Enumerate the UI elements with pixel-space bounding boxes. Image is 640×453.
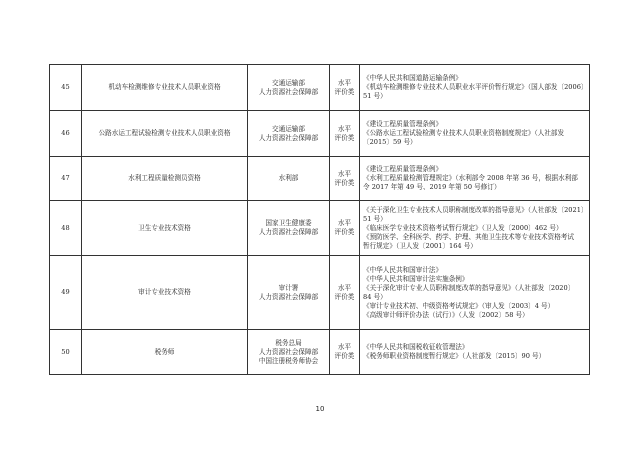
qualification-name: 公路水运工程试验检测专业技术人员职业资格 <box>82 111 248 157</box>
qualification-type-line: 水平 <box>337 343 352 351</box>
legal-basis-line: 《关于深化审计专业人员职称制度改革的指导意见》（人社部发〔2020〕 <box>363 283 575 292</box>
table-body <box>50 65 590 375</box>
legal-basis-line: 《中华人民共和国审计法实施条例》 <box>363 274 469 283</box>
qualification-type-line: 水平 <box>337 124 352 133</box>
qualification-type <box>330 157 360 201</box>
legal-basis-line: 《中华人民共和国审计法》 <box>363 265 443 274</box>
legal-basis-line: 《机动车检测维修专业技术人员职业水平评价暂行规定》（国人部发〔2006〕 <box>363 83 588 91</box>
qualification-type <box>330 256 360 330</box>
department-line: 人力资源社会保障部 <box>258 87 319 96</box>
legal-basis-line: 《建设工程质量管理条例》 <box>363 165 443 173</box>
qualification-type <box>330 330 360 375</box>
qualification-type-line: 评价类 <box>334 292 355 301</box>
legal-basis-line: 《税务师职业资格制度暂行规定》（人社部发〔2015〕90 号） <box>363 352 546 360</box>
department-line: 税务总局 <box>275 338 302 347</box>
legal-basis-line: 《临床医学专业技术资格考试暂行规定》（卫人发〔2000〕462 号） <box>363 223 563 232</box>
legal-basis <box>360 330 590 375</box>
department <box>248 201 330 256</box>
row-number: 49 <box>50 256 82 330</box>
page-number: 10 <box>315 405 325 413</box>
department <box>248 111 330 157</box>
qualification-name: 机动车检测维修专业技术人员职业资格 <box>82 65 248 111</box>
table-row <box>50 256 590 330</box>
table-row <box>50 65 590 111</box>
qualification-type-line: 评价类 <box>334 133 355 142</box>
qualification-table <box>49 64 590 375</box>
legal-basis-line: 51 号） <box>363 214 387 223</box>
qualification-name: 卫生专业技术资格 <box>82 201 248 256</box>
legal-basis <box>360 157 590 201</box>
legal-basis-line: 《建设工程质量管理条例》 <box>363 120 443 128</box>
table-row <box>50 201 590 256</box>
legal-basis-line: 《中华人民共和国税收征收管理法》 <box>363 343 469 351</box>
department-line: 国家卫生健康委 <box>265 219 312 227</box>
legal-basis-line: 暂行规定》（卫人发〔2001〕164 号） <box>363 241 477 250</box>
department <box>248 256 330 330</box>
legal-basis <box>360 65 590 111</box>
row-number: 50 <box>50 330 82 375</box>
row-number: 47 <box>50 157 82 201</box>
department-line: 人力资源社会保障部 <box>258 347 319 356</box>
department <box>248 330 330 375</box>
legal-basis-line: 《高级审计师评价办法（试行）》（人发〔2002〕58 号） <box>363 310 529 319</box>
legal-basis-line: 令 2017 年第 49 号、2019 年第 50 号修订） <box>363 183 501 191</box>
department-line: 人力资源社会保障部 <box>258 133 319 142</box>
row-number: 45 <box>50 65 82 111</box>
legal-basis-line: 《审计专业技术初、中级资格考试规定》（审人发〔2003〕4 号） <box>363 301 555 310</box>
qualification-type <box>330 201 360 256</box>
department-line: 人力资源社会保障部 <box>258 292 319 301</box>
qualification-type-line: 水平 <box>337 219 352 227</box>
legal-basis <box>360 201 590 256</box>
table-row <box>50 111 590 157</box>
qualification-type-line: 水平 <box>337 78 352 87</box>
qualification-type-line: 评价类 <box>334 352 355 360</box>
legal-basis <box>360 256 590 330</box>
department-line: 交通运输部 <box>272 124 305 133</box>
department-line: 中国注册税务师协会 <box>258 356 319 365</box>
legal-basis <box>360 111 590 157</box>
legal-basis-line: 《公路水运工程试验检测专业技术人员职业资格制度规定》（人社部发 <box>363 129 565 137</box>
table-row <box>50 330 590 375</box>
legal-basis-line: 《预防医学、全科医学、药学、护理、其他卫生技术等专业技术资格考试 <box>363 232 574 241</box>
qualification-type-line: 水平 <box>337 169 352 178</box>
department <box>248 157 330 201</box>
qualification-name: 审计专业技术资格 <box>82 256 248 330</box>
department-line: 交通运输部 <box>272 78 305 87</box>
row-number: 48 <box>50 201 82 256</box>
legal-basis-line: 《中华人民共和国道路运输条例》 <box>363 74 462 82</box>
legal-basis-line: 〔2015〕59 号） <box>363 138 417 146</box>
legal-basis-line: 84 号） <box>363 292 387 301</box>
department <box>248 65 330 111</box>
qualification-type-line: 水平 <box>337 283 352 292</box>
qualification-name: 水利工程质量检测员资格 <box>82 157 248 201</box>
qualification-type-line: 评价类 <box>334 178 355 187</box>
qualification-name: 税务师 <box>82 330 248 375</box>
legal-basis-line: 51 号） <box>363 92 387 100</box>
legal-basis-line: 《水利工程质量检测管理规定》（水利部令 2008 年第 36 号，根据水利部 <box>363 174 578 182</box>
qualification-type-line: 评价类 <box>334 228 355 236</box>
table-row <box>50 157 590 201</box>
qualification-type <box>330 111 360 157</box>
row-number: 46 <box>50 111 82 157</box>
department-line: 水利部 <box>278 174 299 182</box>
department-line: 审计署 <box>278 283 299 292</box>
qualification-type-line: 评价类 <box>334 87 355 96</box>
legal-basis-line: 《关于深化卫生专业技术人员职称制度改革的指导意见》（人社部发〔2021〕 <box>363 205 588 214</box>
qualification-type <box>330 65 360 111</box>
department-line: 人力资源社会保障部 <box>258 228 319 236</box>
